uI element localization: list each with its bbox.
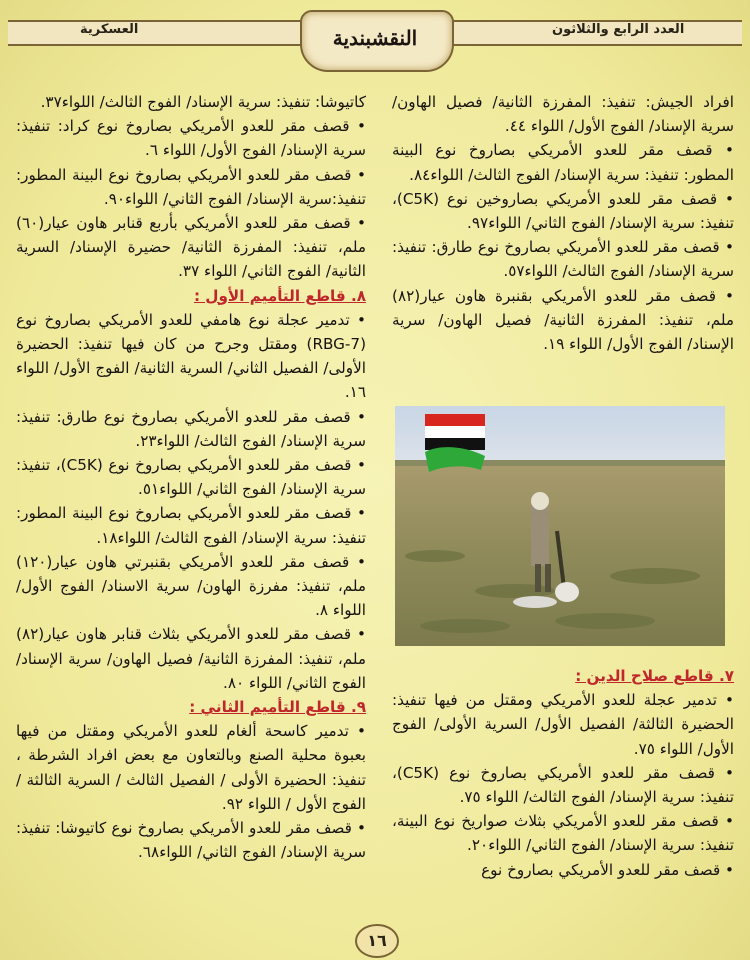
issue-label: العدد الرابع والثلاثون [552,22,685,37]
paragraph: افراد الجيش: تنفيذ: المفرزة الثانية/ فصيل الهاون/ سرية الإسناد/ الفوج الأول/ اللواء ٤٤. [392,93,734,136]
paragraph: • قصف مقر للعدو الأمريكي بصاروخ نوع البينة المطور: تنفيذ: سرية الإسناد/ الفوج الثالث/ اللواء٨٤. [392,141,734,184]
left-column [16,90,366,865]
paragraph: • تدمير كاسحة ألغام للعدو الأمريكي ومقتل من فيها بعبوة محلية الصنع وبالتعاون مع بعض افراد الشرطة ، تنفيذ: الحضيرة الأولى / الفصيل الثالث / السرية الثالثة / الفوج الأول / اللواء ٩٢. [16,722,366,813]
paragraph: • قصف مقر للعدو الأمريكي بثلاث قنابر هاون عيار(٨٢) ملم، تنفيذ: المفرزة الثانية/ فصيل الهاون/ سرية الإسناد/ الفوج الثاني/ اللواء ٨٠. [16,625,366,692]
paragraph: كاتيوشا: تنفيذ: سرية الإسناد/ الفوج الثالث/ اللواء٣٧. [40,93,366,111]
paragraph: • تدمير عجلة للعدو الأمريكي ومقتل من فيها تنفيذ: الحضيرة الثالثة/ الفصيل الأول/ السرية الأولى/ الفوج الأول/ اللواء ٧٥. [392,691,734,758]
header-ribbon-left [8,20,308,46]
paragraph: • قصف مقر للعدو الأمريكي بصاروخ نوع [481,860,734,879]
right-column-top [392,90,734,356]
paragraph: • قصف مقر للعدو الأمريكي بقنبرتي هاون عيار(١٢٠) ملم، تنفيذ: مفرزة الهاون/ سرية الاسناد/ الفوج الأول/ اللواء ٨. [16,552,366,620]
section-label: العسكرية [80,22,139,37]
section-title-8: ٨. قاطع التأميم الأول : [193,286,366,305]
paragraph: • قصف مقر للعدو الأمريكي بصاروخ نوع (C5K)، تنفيذ: سرية الإسناد/ الفوج الثالث/ اللواء ٧٥. [392,763,734,807]
paragraph: • قصف مقر للعدو الأمريكي بأربع قنابر هاون عيار(٦٠) ملم، تنفيذ: المفرزة الثانية/ حضيرة الإسناد/ السرية الثانية/ الفوج الثاني/ اللواء ٣٧. [16,214,366,281]
paragraph: • قصف مقر للعدو الأمريكي بصاروخ نوع البينة المطور: تنفيذ:سرية الإسناد/ الفوج الثاني/ اللواء٩٠. [16,165,366,208]
field-photo [395,406,725,646]
paragraph: • قصف مقر للعدو الأمريكي بصاروخين نوع (C5K)، تنفيذ: سرية الإسناد/ الفوج الثاني/ اللواء٩٧. [392,189,734,233]
page-header [0,0,750,72]
paragraph: • قصف مقر للعدو الأمريكي بصاروخ نوع كاتيوشا: تنفيذ: سرية الإسناد/ الفوج الثاني/ اللواء٦٨. [16,819,366,862]
paragraph: • قصف مقر للعدو الأمريكي بصاروخ نوع طارق: تنفيذ: سرية الإسناد/ الفوج الثالث/ اللواء٢٣. [16,407,366,450]
paragraph: • قصف مقر للعدو الأمريكي بصاروخ نوع (C5K)، تنفيذ: سرية الإسناد/ الفوج الثاني/ اللواء٥١. [16,456,366,499]
paragraph: • قصف مقر للعدو الأمريكي بقنبرة هاون عيار(٨٢) ملم، تنفيذ: المفرزة الثانية/ فصيل الهاون/ سرية الإسناد/ الفوج الأول/ اللواء ١٩. [392,286,734,354]
paragraph: • قصف مقر للعدو الأمريكي بصاروخ نوع كراد: تنفيذ: سرية الإسناد/ الفوج الأول/ اللواء ٦. [16,117,366,160]
paragraph: • قصف مقر للعدو الأمريكي بثلاث صواريخ نوع البينة، تنفيذ: سرية الإسناد/ الفوج الثاني/ اللواء٢٠. [392,812,734,855]
paragraph: • قصف مقر للعدو الأمريكي بصاروخ نوع طارق: تنفيذ: سرية الإسناد/ الفوج الثالث/ اللواء٥٧. [392,238,734,281]
section-title-7: ٧. قاطع صلاح الدين : [575,667,734,685]
paragraph: • قصف مقر للعدو الأمريكي بصاروخ نوع البينة المطور: تنفيذ: سرية الإسناد/ الفوج الثالث/ اللواء١٨. [16,504,366,547]
page-title: النقشبندية [332,26,418,50]
section-title-9: ٩. قاطع التأميم الثاني : [189,698,366,717]
page-number: ١٦ [355,924,399,958]
organization-logo [425,414,485,472]
right-column-bottom [392,664,734,882]
paragraph: • تدمير عجلة نوع هامفي للعدو الأمريكي بصاروخ نوع (RBG-7) ومقتل وجرح من كان فيها تنفيذ: الحضيرة الأولى/ الفصيل الثاني/ السرية الثانية/ الفوج الأول/ اللواء ١٦. [16,310,366,402]
